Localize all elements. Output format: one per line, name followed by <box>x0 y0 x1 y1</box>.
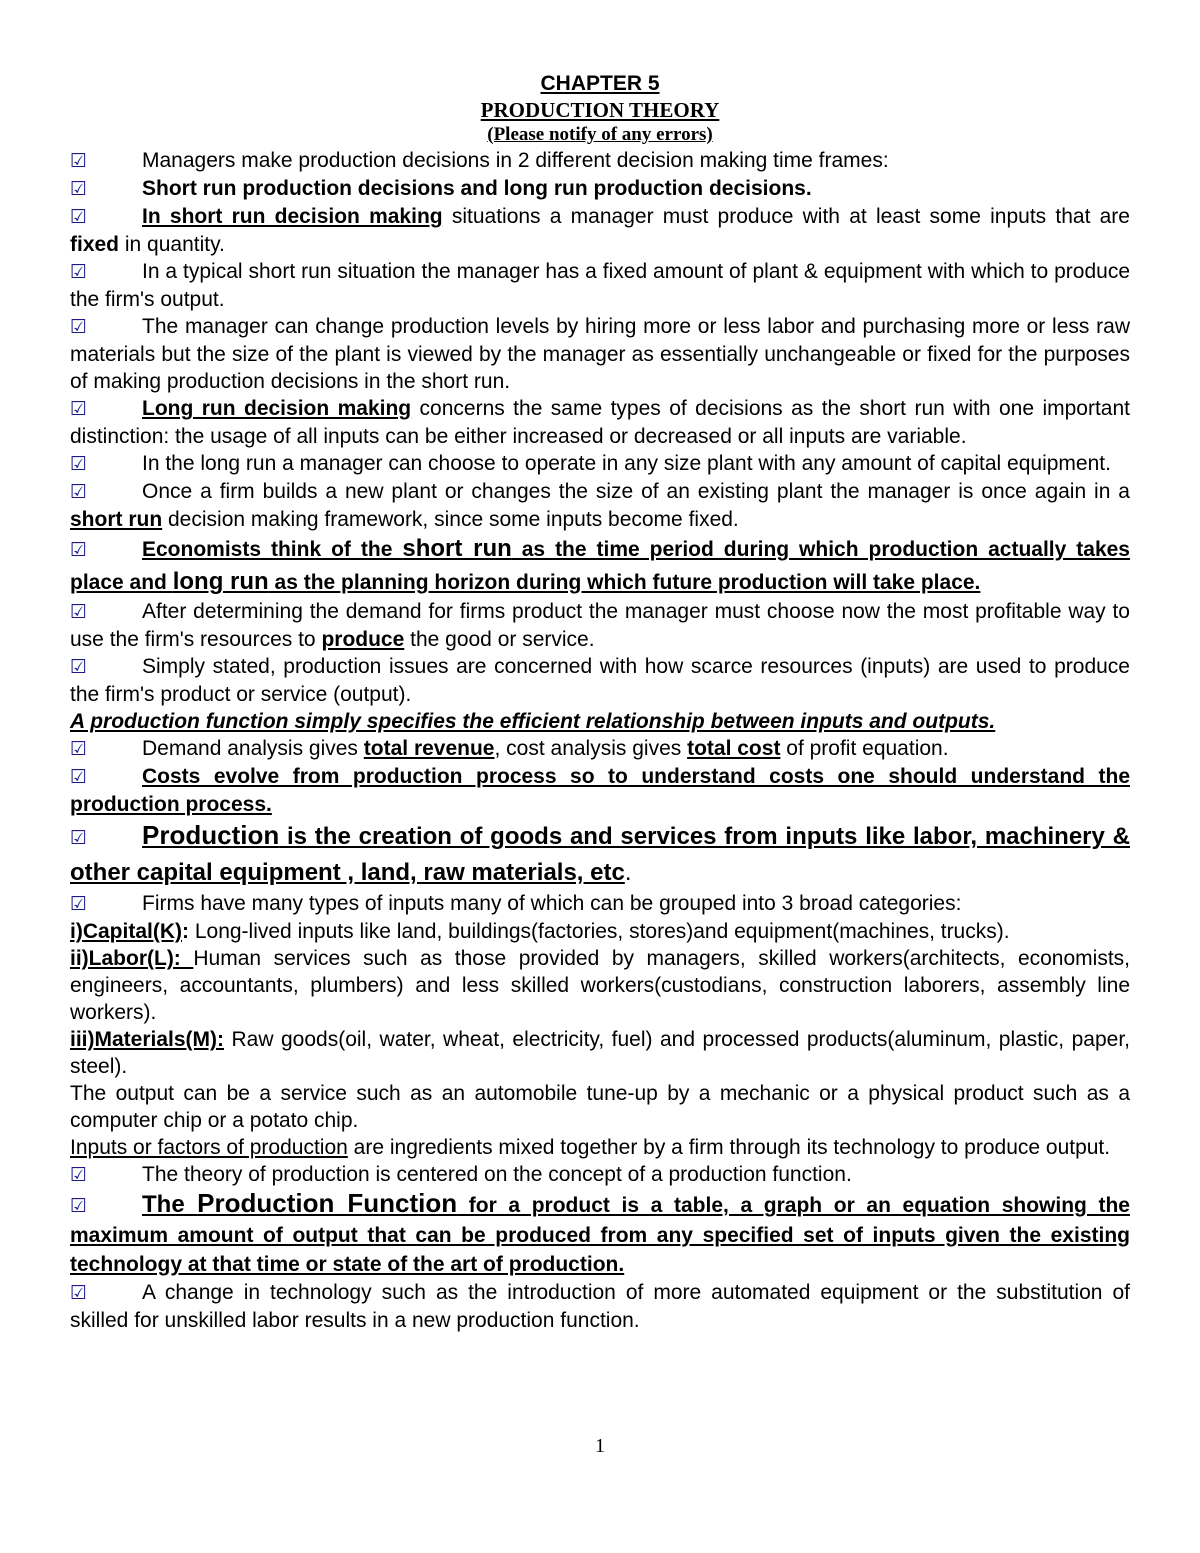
paragraph-15: ☑ Production is the creation of goods and services from inputs like labor, machinery & other capital equipment , land, raw materials, etc. <box>70 820 1130 886</box>
document-page <box>70 70 1130 1334</box>
checkbox-icon: ☑ <box>70 1165 88 1186</box>
paragraph-3: ☑ In short run decision making situations a manager must produce with at least some inputs that are fixed in quantity. <box>70 205 1130 256</box>
paragraph-12: A production function simply specifies the efficient relationship between inputs and outputs. <box>70 710 996 733</box>
paragraph-9: ☑ Economists think of the short run as the time period during which production actually takes place and long run as the planning horizon during which future production will take place. <box>70 535 1130 595</box>
paragraph-8: ☑ Once a firm builds a new plant or changes the size of an existing plant the manager is once again in a short run decision making framework, since some inputs become fixed. <box>70 480 1130 531</box>
category-capital: i)Capital(K): Long-lived inputs like land, buildings(factories, stores)and equipment(machines, trucks). <box>70 920 1010 943</box>
paragraph-7: ☑ In the long run a manager can choose to operate in any size plant with any amount of capital equipment. <box>70 450 1130 478</box>
paragraph-20: ☑ The Production Function for a product is a table, a graph or an equation showing the maximum amount of output that can be produced from any specified set of inputs given the existing technology at that time or state of the art of production. <box>70 1188 1130 1276</box>
paragraph-2: ☑ Short run production decisions and long run production decisions. <box>70 175 1130 203</box>
paragraph-13: ☑ Demand analysis gives total revenue, cost analysis gives total cost of profit equation. <box>70 735 1130 763</box>
paragraph-18: Inputs or factors of production are ingredients mixed together by a firm through its technology to produce output. <box>70 1136 1111 1159</box>
checkbox-icon: ☑ <box>70 454 88 475</box>
checkbox-icon: ☑ <box>70 894 88 915</box>
checkbox-icon: ☑ <box>70 1283 88 1304</box>
checkbox-icon: ☑ <box>70 482 88 503</box>
paragraph-14: ☑ Costs evolve from production process so to understand costs one should understand the production process. <box>70 765 1130 816</box>
chapter-heading: CHAPTER 5 <box>540 72 660 95</box>
paragraph-10: ☑ After determining the demand for firms product the manager must choose now the most profitable way to use the firm's resources to produce the good or service. <box>70 600 1130 651</box>
page-number: 1 <box>595 1435 605 1457</box>
checkbox-icon: ☑ <box>70 828 88 849</box>
category-labor: ii)Labor(L): Human services such as those provided by managers, skilled workers(architects, economists, engineers, accountants, plumbers) and less skilled workers(custodians, construction laborers, assembly line workers). <box>70 947 1130 1024</box>
paragraph-17: The output can be a service such as an automobile tune-up by a mechanic or a physical product such as a computer chip or a potato chip. <box>70 1082 1130 1132</box>
checkbox-icon: ☑ <box>70 602 88 623</box>
errors-note: (Please notify of any errors) <box>487 124 713 145</box>
checkbox-icon: ☑ <box>70 767 88 788</box>
paragraph-4: ☑ In a typical short run situation the manager has a fixed amount of plant & equipment with which to produce the firm's output. <box>70 260 1130 311</box>
paragraph-11: ☑ Simply stated, production issues are concerned with how scarce resources (inputs) are used to produce the firm's product or service (output). <box>70 655 1130 706</box>
category-materials: iii)Materials(M): Raw goods(oil, water, wheat, electricity, fuel) and processed products(aluminum, plastic, paper, steel). <box>70 1028 1130 1078</box>
paragraph-21: ☑ A change in technology such as the introduction of more automated equipment or the substitution of skilled for unskilled labor results in a new production function. <box>70 1281 1130 1332</box>
checkbox-icon: ☑ <box>70 739 88 760</box>
checkbox-icon: ☑ <box>70 540 88 561</box>
checkbox-icon: ☑ <box>70 399 88 420</box>
paragraph-6: ☑ Long run decision making concerns the same types of decisions as the short run with one important distinction: the usage of all inputs can be either increased or decreased or all inputs are variable. <box>70 397 1130 448</box>
checkbox-icon: ☑ <box>70 151 88 172</box>
checkbox-icon: ☑ <box>70 179 88 200</box>
checkbox-icon: ☑ <box>70 262 88 283</box>
paragraph-19: ☑ The theory of production is centered on the concept of a production function. <box>70 1161 1130 1189</box>
paragraph-5: ☑ The manager can change production levels by hiring more or less labor and purchasing more or less raw materials but the size of the plant is viewed by the manager as essentially unchangeable or fixed for the purposes of making production decisions in the short run. <box>70 315 1130 393</box>
paragraph-16: ☑ Firms have many types of inputs many of which can be grouped into 3 broad categories: <box>70 890 1130 918</box>
checkbox-icon: ☑ <box>70 317 88 338</box>
chapter-title: PRODUCTION THEORY <box>480 98 720 122</box>
checkbox-icon: ☑ <box>70 207 88 228</box>
checkbox-icon: ☑ <box>70 1196 88 1217</box>
paragraph-1: ☑ Managers make production decisions in 2 different decision making time frames: <box>70 147 1130 175</box>
checkbox-icon: ☑ <box>70 657 88 678</box>
